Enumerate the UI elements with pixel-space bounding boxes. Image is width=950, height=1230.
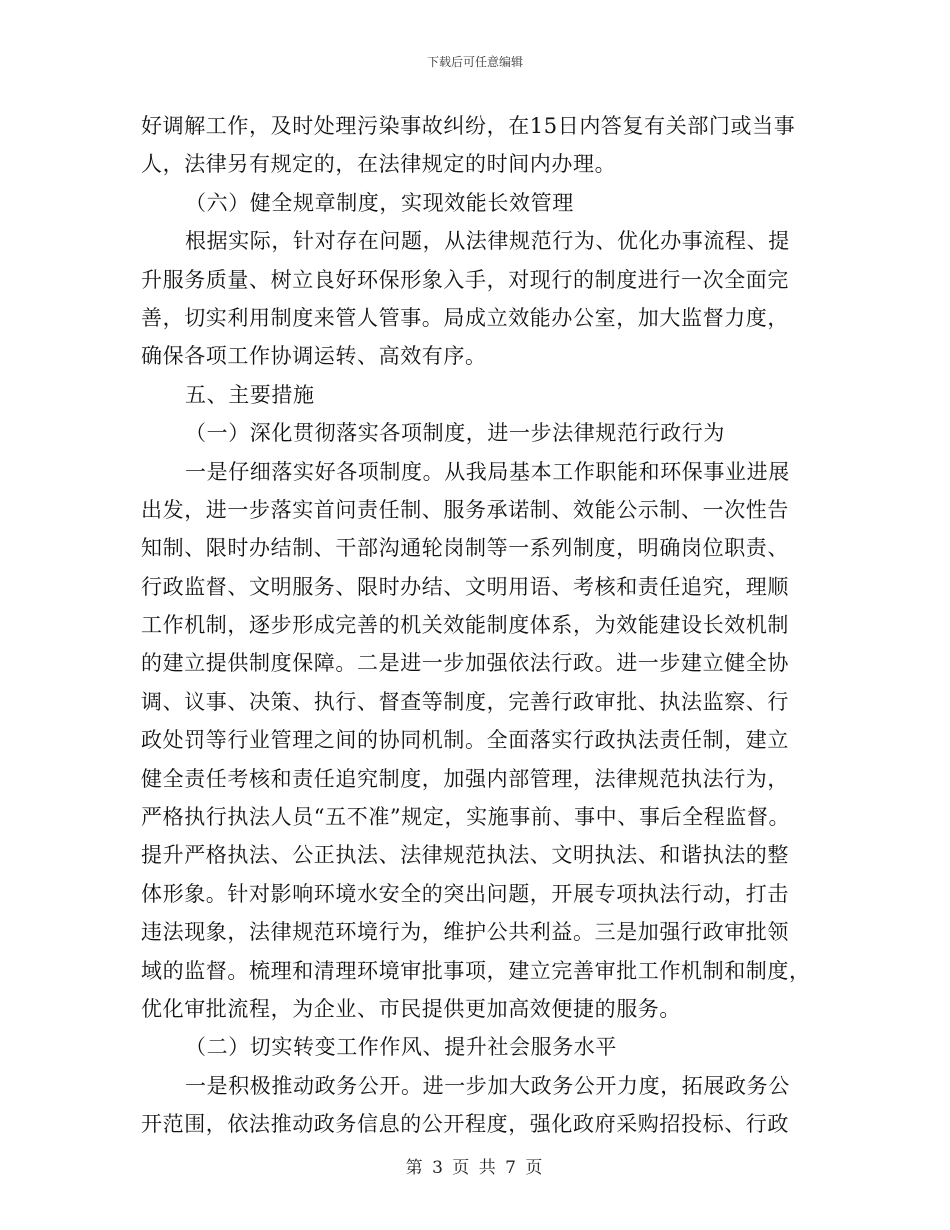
text-line: 开范围，依法推动政务信息的公开程度，强化政府采购招投标、行政 xyxy=(141,1112,789,1137)
text-line: 健全责任考核和责任追究制度，加强内部管理，法律规范执法行为， xyxy=(141,766,789,791)
text-line: 提升严格执法、公正执法、法律规范执法、文明执法、和谐执法的整 xyxy=(141,843,789,868)
text-line: 善，切实利用制度来管人管事。局成立效能办公室，加大监督力度， xyxy=(141,305,789,330)
text-line: 严格执行执法人员“五不准”规定，实施事前、事中、事后全程监督。 xyxy=(141,805,791,830)
page-number: 第 3 页 共 7 页 xyxy=(405,1158,545,1178)
text-line: 调、议事、决策、执行、督查等制度，完善行政审批、执法监察、行 xyxy=(141,689,789,714)
text-line: 的建立提供制度保障。二是进一步加强依法行政。进一步建立健全协 xyxy=(141,651,789,676)
text-line: 工作机制，逐步形成完善的机关效能制度体系，为效能建设长效机制 xyxy=(141,613,789,638)
text-line: 优化审批流程，为企业、市民提供更加高效便捷的服务。 xyxy=(141,996,681,1021)
section-heading: （二）切实转变工作作风、提升社会服务水平 xyxy=(185,1035,617,1060)
section-heading: 五、主要措施 xyxy=(185,382,315,407)
text-line: 一是积极推动政务公开。进一步加大政务公开力度，拓展政务公 xyxy=(185,1073,790,1098)
document-body xyxy=(141,107,811,1144)
text-line: 域的监督。梳理和清理环境审批事项，建立完善审批工作机制和制度， xyxy=(141,958,811,983)
text-line: 知制、限时办结制、干部沟通轮岗制等一系列制度，明确岗位职责、 xyxy=(141,536,789,561)
text-line: 升服务质量、树立良好环保形象入手，对现行的制度进行一次全面完 xyxy=(141,267,789,292)
text-line: 违法现象，法律规范环境行为，维护公共利益。三是加强行政审批领 xyxy=(141,920,789,945)
text-line: 体形象。针对影响环境水安全的突出问题，开展专项执法行动，打击 xyxy=(141,881,789,906)
text-line: 行政监督、文明服务、限时办结、文明用语、考核和责任追究，理顺 xyxy=(141,574,789,599)
text-line: 出发，进一步落实首问责任制、服务承诺制、效能公示制、一次性告 xyxy=(141,497,789,522)
text-line: 好调解工作，及时处理污染事故纠纷，在15日内答复有关部门或当事 xyxy=(141,114,796,138)
section-heading: （六）健全规章制度，实现效能长效管理 xyxy=(185,190,574,215)
text-line: 政处罚等行业管理之间的协同机制。全面落实行政执法责任制，建立 xyxy=(141,728,789,753)
text-line: 确保各项工作协调运转、高效有序。 xyxy=(141,344,487,369)
text-line: 人，法律另有规定的，在法律规定的时间内办理。 xyxy=(141,152,617,177)
section-heading: （一）深化贯彻落实各项制度，进一步法律规范行政行为 xyxy=(185,421,725,446)
page-header: 下载后可任意编辑 xyxy=(426,55,523,69)
text-line: 一是仔细落实好各项制度。从我局基本工作职能和环保事业进展 xyxy=(185,459,790,484)
text-line: 根据实际，针对存在问题，从法律规范行为、优化办事流程、提 xyxy=(185,229,790,254)
